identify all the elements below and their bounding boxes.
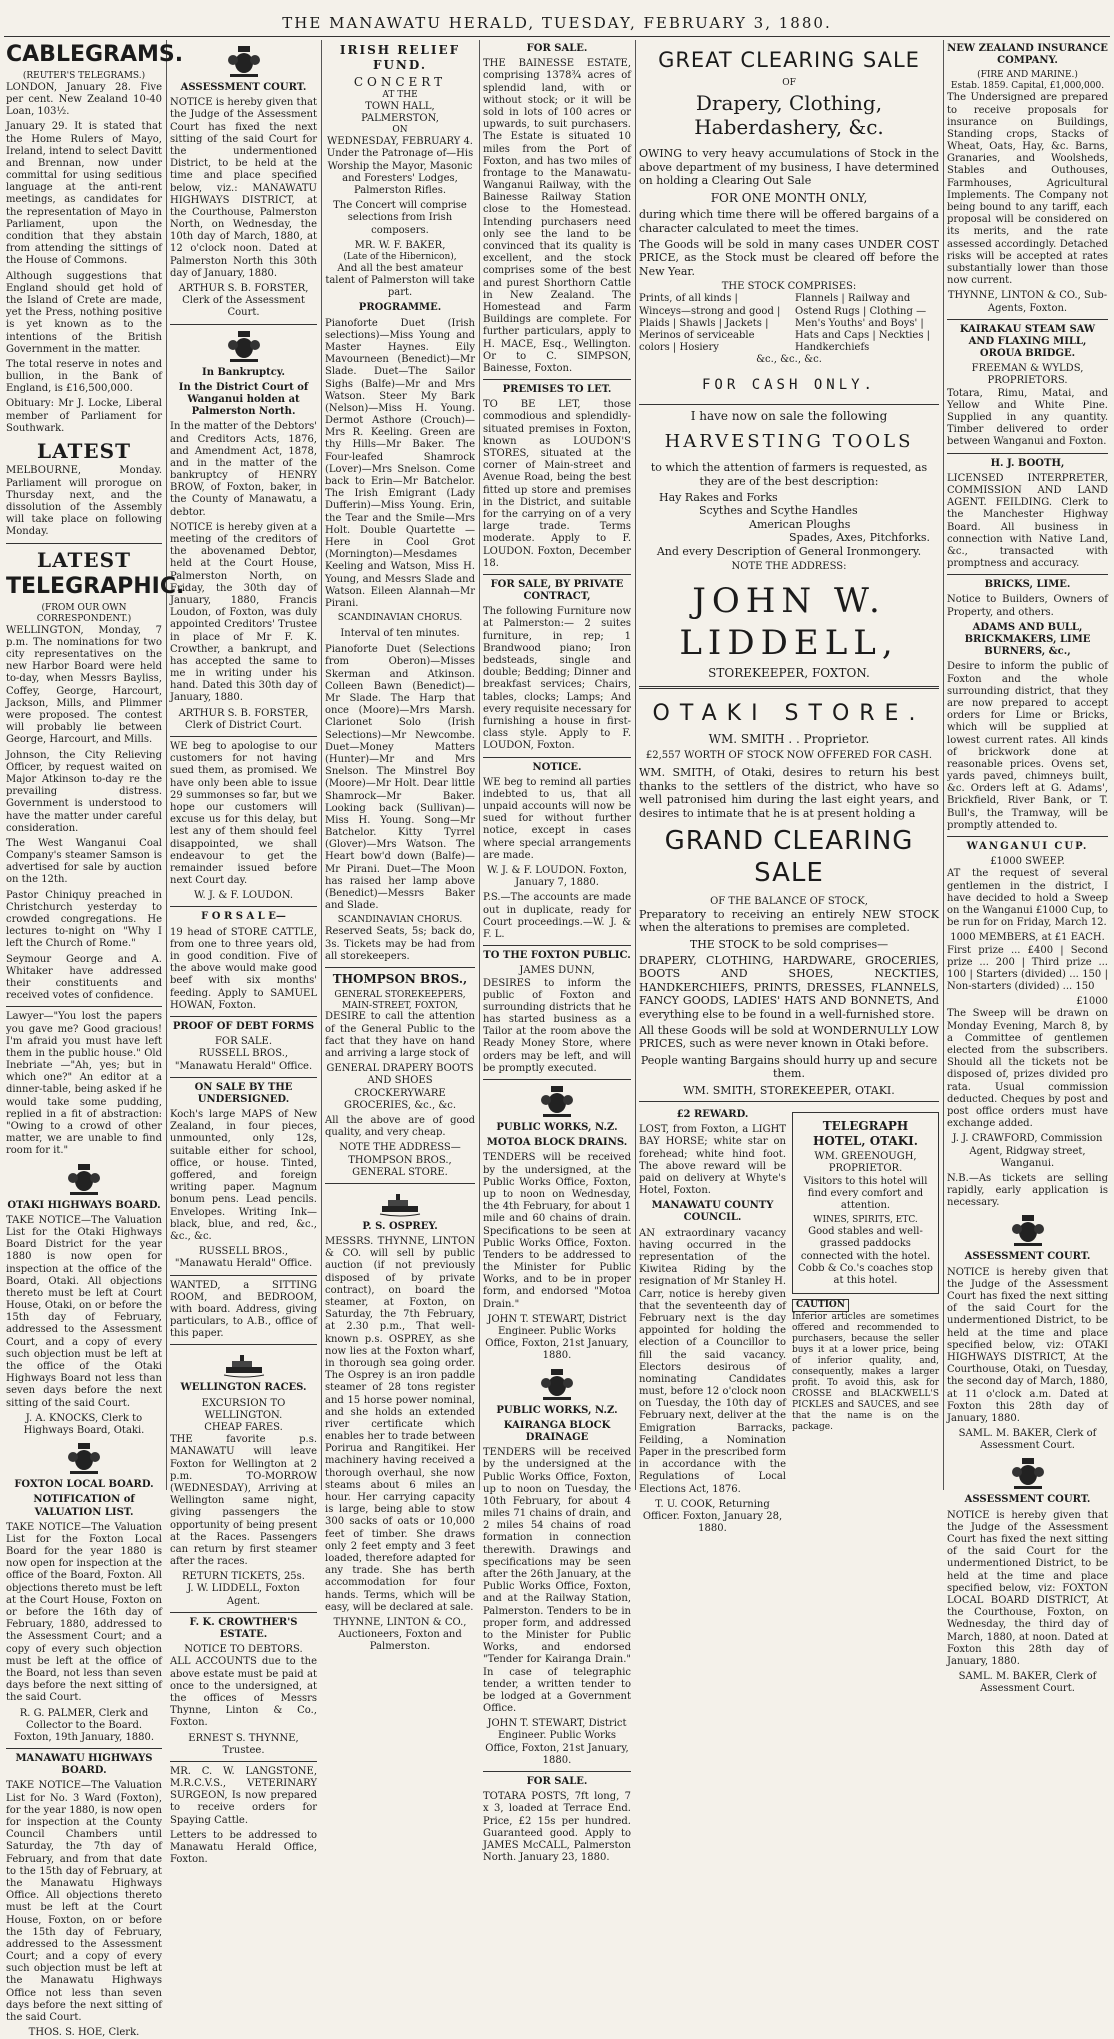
royal-crest-icon bbox=[224, 44, 264, 78]
notice-paragraph: The Sweep will be drawn on Monday Evening, March 8, by a Committee of gentlemen elected from the subscribers. Should all the tickets not be disposed of, prizes divided pro rata. Usual commission deducted. Cheques by post and post office orders must have exchange added. bbox=[947, 1008, 1108, 1130]
steamer-icon bbox=[378, 1188, 422, 1218]
grand-clearing-sale-heading: GRAND CLEARING SALE bbox=[664, 826, 914, 888]
assessment-court-heading: ASSESSMENT COURT. bbox=[964, 1494, 1091, 1506]
royal-crest-icon bbox=[537, 1084, 577, 1118]
sale-signature: WM. SMITH, STOREKEEPER, OTAKI. bbox=[683, 1083, 895, 1097]
manawatu-highways-heading: MANAWATU HIGHWAYS BOARD. bbox=[15, 1753, 153, 1777]
notice-paragraph: TAKE NOTICE—The Valuation List for No. 3 Ward (Foxton), for the year 1880, is now open for inspection at the County Council Chambers until Saturday, the 7th day of February, and from that date to the 15th day of February, at the Manawatu Highways Office. All objections thereto must be left at the Court House, Foxton, on or before the 15th day of February, addressed to the Assessment Court; and a copy of every such objection must be left at the Manawatu Highways Office not less than seven days before the next sitting of the said Court. bbox=[6, 1780, 162, 2024]
notice-paragraph: Letters to be addressed to Manawatu Herald Office, Foxton. bbox=[170, 1829, 317, 1866]
article-paragraph: The West Wanganui Coal Company's steamer Samson is advertised for sale by auction on the 12th. bbox=[6, 837, 162, 886]
balance-label: OF THE BALANCE OF STOCK, bbox=[710, 895, 868, 907]
concert-paragraph: The Concert will comprise selections from Irish composers. bbox=[333, 200, 467, 236]
notice-paragraph: The Undersigned are prepared to receive proposals for insurance on Buildings, Standing crops, Stacks of Wheat, Oats, Hay, &c. Barns, Granaries, and Woolsheds, Stables and Outhouses, Farmhouses, Agricultural Implements. The Company not being bound to any tariff, each proposal will be considered on its merits, and the rate assessed accordingly. Detached risks will be accepted at rates substantially lower than those now current. bbox=[947, 92, 1108, 287]
divider bbox=[483, 1079, 631, 1080]
column-2 bbox=[166, 40, 321, 1866]
stock-heading: THE STOCK COMPRISES: bbox=[721, 281, 857, 293]
sale-paragraph: THE STOCK to be sold comprises— bbox=[689, 937, 889, 951]
column-3 bbox=[321, 40, 479, 1653]
sale-paragraph: WM. SMITH, of Otaki, desires to return his best thanks to the settlers of the district, who have so well patronised him during the last eight years, and desires to intimate that he is at present holding a bbox=[639, 766, 939, 820]
reward-paragraph: LOST, from Foxton, a LIGHT BAY HORSE; white star on forehead; white hind foot. The above reward will be paid on delivery at Whyte's Hotel, Foxton. bbox=[639, 1124, 786, 1197]
divider bbox=[170, 906, 317, 907]
assessment-court-heading: ASSESSMENT COURT. bbox=[964, 1251, 1091, 1263]
performer-note: (Late of the Hibernicon), bbox=[343, 251, 457, 262]
notice-paragraph: NOTICE is hereby given that the Judge of the Assessment Court has fixed the next sitting of the said Court for the undermentioned District, to be held at the time and place specified below, viz.: MANAWATU HIGHWAYS DISTRICT, at the Courthouse, Palmerston North, on Wednesday, the 10th day of March, 1880, at 12 o'clock noon. Dated at Palmerston North this 30th day of January, 1880. bbox=[170, 97, 317, 279]
chorus-label: SCANDINAVIAN CHORUS. bbox=[337, 915, 463, 926]
booth-heading: H. J. BOOTH, bbox=[990, 457, 1065, 469]
divider bbox=[170, 1077, 317, 1078]
notice-signature: SAML. M. BAKER, Clerk of Assessment Court. bbox=[958, 1671, 1097, 1695]
notice-paragraph: TOTARA POSTS, 7ft long, 7 x 3, loaded at Terrace End. Price, £2 15s per hundred. Guaranteed good. Apply to JAMES McCALL, Palmerston North. January 23, 1880. bbox=[483, 1791, 631, 1864]
latest-heading: LATEST bbox=[37, 547, 131, 572]
cablegrams-heading: CABLEGRAMS. bbox=[6, 42, 184, 67]
kairanga-subheading: KAIRANGA BLOCK DRAINAGE bbox=[503, 1419, 611, 1443]
valuation-subheading: NOTIFICATION of VALUATION LIST. bbox=[33, 1494, 135, 1518]
notice-paragraph: Koch's large MAPS of New Zealand, in four pieces, unmounted, only 12s, suitable either for school, office, or house. Tinted, goffered, and foreign writing paper. Magnum bonum pens. Lead pencils. Envelopes. Writing Ink—black, blue, and red, &c., &c., &c. bbox=[170, 1109, 317, 1242]
notice-paragraph: Notice to Builders, Owners of Property, and others. bbox=[947, 594, 1108, 618]
hotel-heading: TELEGRAPH HOTEL, OTAKI. bbox=[813, 1118, 918, 1148]
divider bbox=[170, 1275, 317, 1276]
column-6 bbox=[943, 40, 1112, 1695]
storekeeper-label: STOREKEEPER, FOXTON. bbox=[708, 666, 870, 681]
notice-signature: THYNNE, LINTON & CO., Sub-Agents, Foxton. bbox=[947, 290, 1108, 314]
sale-paragraph: The Goods will be sold in many cases UNDER COST PRICE, as the Stock must be cleared off before the New Year. bbox=[639, 238, 939, 278]
hotel-paragraph: Visitors to this hotel will find every comfort and attention. bbox=[803, 1175, 928, 1211]
divider bbox=[170, 1016, 317, 1017]
royal-crest-icon bbox=[64, 1162, 104, 1196]
sale-paragraph: OWING to very heavy accumulations of Stock in the above department of my business, I have determined on holding a Clearing Out Sale bbox=[639, 147, 939, 188]
notice-paragraph: NOTICE is hereby given at a meeting of the creditors of the abovenamed Debtor, held at the Court House, Palmerston North, on Friday, the 30th day of January, 1880, Francis Loudon, of Foxton, was duly appointed Creditors' Trustee in place of Mr F. K. Crowther, a bankrupt, and has accepted the same to me in writing under his hand. Dated this 30th day of January, 1880. bbox=[170, 521, 317, 704]
bricks-heading: BRICKS, LIME. bbox=[984, 579, 1071, 591]
bottom-left-ads bbox=[639, 1106, 786, 1538]
venue-label: TOWN HALL, PALMERSTON, bbox=[361, 100, 439, 125]
notice-signature: ERNEST S. THYNNE, Trustee. bbox=[188, 1732, 299, 1756]
divider bbox=[6, 1006, 162, 1007]
established-label: Estab. 1859. Capital, £1,000,000. bbox=[950, 81, 1105, 92]
one-month-label: FOR ONE MONTH ONLY, bbox=[710, 190, 868, 205]
for-sale-heading: F O R S A L E— bbox=[201, 911, 286, 923]
masthead-rule bbox=[4, 36, 1110, 37]
correspondent-credit: (FROM OUR OWN CORRESPONDENT.) bbox=[36, 602, 132, 624]
column-4 bbox=[479, 40, 635, 1864]
adams-bull-heading: ADAMS AND BULL, BRICKMAKERS, LIME BURNERS, &c., bbox=[964, 621, 1091, 658]
notice-paragraph: Desire to inform the public of Foxton and the whole surrounding district, that they are now prepared to accept orders for Lime or Bricks, which will be supplied at lowest current rates. All kinds of brickwork done at reasonable prices. Ovens set, yards paved, chimneys built, &c. Orders left at G. Adams', Brickfield, River Bank, or T. Bull's, the Tramway, will be promptly attended to. bbox=[947, 661, 1108, 831]
notice-paragraph: Totara, Rimu, Matai, and Yellow and White Pine. Supplied in any quantity. Timber delivered to order between Wanganui and Foxton. bbox=[947, 387, 1108, 448]
notice-paragraph: 19 head of STORE CATTLE, from one to three years old, in good condition. Five of the above would make good beef with six months' feeding. Apply to SAMUEL HOWAN, Foxton. bbox=[170, 926, 317, 1011]
for-sale-heading: FOR SALE. bbox=[526, 1776, 588, 1787]
sale-paragraph: And every Description of General Ironmongery. bbox=[656, 544, 922, 558]
hotel-ad bbox=[792, 1112, 939, 1294]
etc-label: &c., &c., &c. bbox=[756, 354, 822, 366]
interval-label: Interval of ten minutes. bbox=[340, 628, 460, 640]
foxton-public-heading: TO THE FOXTON PUBLIC. bbox=[483, 950, 631, 962]
notice-signature: J. J. CRAWFORD, Commission Agent, Ridgway street, Wanganui. bbox=[952, 1133, 1103, 1169]
premises-heading: PREMISES TO LET. bbox=[502, 384, 612, 396]
notice-paragraph: NOTICE is hereby given that the Judge of the Assessment Court has fixed the next sitting of the said Court for the undermentioned District, to be held at the time and place specified below, viz: FOXTON LOCAL BOARD DISTRICT, At the Courthouse, Foxton, on Wednesday, the third day of March, 1880, at noon. Dated at Foxton this 28th day of January, 1880. bbox=[947, 1509, 1108, 1667]
on-label: ON bbox=[392, 125, 408, 136]
notice-paragraph: In the matter of the Debtors' and Creditors Acts, 1876, and Amendment Act, 1878, and in the matter of the bankruptcy of HENRY BROW, of Foxton, baker, in the County of Manawatu, a debtor. bbox=[170, 421, 317, 518]
excursion-subheading: EXCURSION TO WELLINGTON. bbox=[201, 1397, 286, 1421]
great-clearing-sale-heading: GREAT CLEARING SALE bbox=[658, 48, 920, 72]
cash-only-heading: FOR CASH ONLY. bbox=[701, 376, 876, 393]
harvesting-tools-heading: HARVESTING TOOLS bbox=[664, 431, 914, 453]
proprietor-label: WM. SMITH . . Proprietor. bbox=[708, 731, 870, 746]
races-heading: WELLINGTON RACES. bbox=[180, 1382, 307, 1394]
concert-paragraph: Under the Patronage of—His Worship the Mayor, Masonic and Foresters' Lodges, Palmerston Rifles. bbox=[326, 148, 474, 196]
article-paragraph: Obituary: Mr J. Locke, Liberal member of Parliament for Southwark. bbox=[6, 398, 162, 434]
notice-signature: RUSSELL BROS., "Manawatu Herald" Office. bbox=[174, 1048, 313, 1072]
article-paragraph: January 29. It is stated that the Home Rulers of Mayo, Ireland, intend to select Davitt and Brennan, now under committal for using seditious language at the anti-rent meetings, as candidates for the representation of Mayo in Parliament, upon the condition that they abstain from attending the sittings of the House of Commons. bbox=[6, 121, 162, 267]
prize-list: First prize ... £400 | Second prize ... 200 | Third prize ... 100 | Starters (divided) ... 150 | Non-starters (divided) ... 150 bbox=[947, 944, 1108, 993]
stock-list-left: Prints, of all kinds | Winceys—strong and good | Plaids | Shawls | Jackets | Merinos of serviceable colors | Hosiery bbox=[639, 293, 781, 354]
article-paragraph: LONDON, January 28. Five per cent. New Zealand 10-40 Loan, 103½. bbox=[6, 81, 162, 118]
notice-heading: NOTICE. bbox=[532, 761, 582, 773]
bankruptcy-heading: In Bankruptcy. bbox=[202, 366, 285, 378]
notice-paragraph: MESSRS. THYNNE, LINTON & CO. will sell by public auction (if not previously disposed of by private contract), on board the steamer, at Foxton, on Saturday, the 7th February, at 2.30 p.m., That well-known p.s. OSPREY, as she now lies at the Foxton wharf, in thorough sea going order. The Osprey is an iron paddle steamer of 28 tons register and 15 horse power nominal, and she holds an extended river certificate which enables her to trade between Porirua and Rangitikei. Her machinery having received a thorough overhaul, she now steams about 6 miles an hour. Her carrying capacity is large, being able to stow 300 sacks of oats or 10,000 feet of timber. She draws only 2 feet empty and 3 feet loaded, therefore adapted for any trade. She has berth accommodation for four hands. Terms, which will be easy, will be declared at sale. bbox=[325, 1236, 475, 1613]
notice-paragraph: TENDERS will be received by the undersigned at the Public Works Office, Foxton, up to noon on Tuesday, the 10th February, for about 4 miles 71 chains of drain, and 2 miles 54 chains of road formation in connection therewith. Drawings and specifications may be seen after the 26th January, at the Public Works Office, Foxton, and at the Railway Station, Palmerston. Tenders to be in proper form, and addressed to the Minister for Public Works, and endorsed "Tender for Kairanga Drain." In case of telegraphic tender, a written tender to be lodged at a Government Office. bbox=[483, 1447, 631, 1715]
proof-of-debt-heading: PROOF OF DEBT FORMS bbox=[172, 1020, 315, 1032]
sale-paragraph: All these Goods will be sold at WONDERNULLY LOW PRICES, such as were never known in Otaki before. bbox=[639, 1023, 939, 1051]
county-paragraph: AN extraordinary vacancy having occurred in the representation of the Kiwitea Riding by the resignation of Mr Stanley H. Carr, notice is hereby given that the seventeenth day of February next is the day appointed for holding the election of a Councillor to fill the said vacancy. Electors desirous of nominating Candidates must, before 12 o'clock noon on Tuesday, the 10th day of February next, deliver at the Emigration Barracks, Feilding, a Nomination Paper in the prescribed form in accordance with the Regulations of Local Elections Act, 1876. bbox=[639, 1227, 786, 1495]
divider bbox=[947, 836, 1108, 837]
royal-crest-icon bbox=[1008, 1213, 1048, 1247]
notice-paragraph: THE favorite p.s. MANAWATU will leave Foxton for Wellington at 2 p.m. TO-MORROW (WEDNESDAY), Arriving at Wellington same night, giving passengers the opportunity of being present at the Races. Passengers can return by first steamer after the races. bbox=[170, 1434, 317, 1568]
article-paragraph: Although suggestions that England should get hold of the Island of Crete are made, yet the Press, nothing positive is yet known as to the intentions of the British Government in the matter. bbox=[6, 270, 162, 355]
latest-heading: LATEST bbox=[37, 439, 131, 464]
notice-signature: THYNNE, LINTON & CO., Auctioneers, Foxton and Palmerston. bbox=[333, 1616, 467, 1653]
divider bbox=[483, 757, 631, 758]
liddell-heading: JOHN W. LIDDELL, bbox=[679, 581, 899, 663]
sale-paragraph: during which time there will be offered bargains of a character calculated to meet the times. bbox=[639, 208, 939, 235]
notice-signature: W. J. & F. LOUDON. Foxton, January 7, 1880. bbox=[487, 865, 627, 889]
royal-crest-icon bbox=[64, 1441, 104, 1475]
sale-paragraph: to which the attention of farmers is requested, as they are of the best description: bbox=[650, 461, 928, 488]
notice-paragraph: TAKE NOTICE—The Valuation List for the Otaki Highways Board District for the year 1880 is now open for inspection at the office of the Board, Otaki. All objections thereto must be left at Court House, Otaki, on or before the 15th day of February, addressed to the Assessment Court, and a copy of every such objection must be left at the office of the Otaki Highways Board not less than seven days before the next sitting of the said Court. bbox=[6, 1214, 162, 1409]
district-court-heading: In the District Court of Wanganui holden at Palmerston North. bbox=[178, 381, 309, 418]
fire-marine-label: (FIRE AND MARINE.) bbox=[977, 70, 1078, 81]
divider bbox=[325, 1183, 475, 1184]
stock-list bbox=[639, 293, 939, 354]
royal-crest-icon bbox=[224, 329, 264, 363]
notice-paragraph: LICENSED INTERPRETER, COMMISSION AND LAND AGENT. FEILDING. Clerk to the Manchester Highway Board. All business in connection with Native Land, &c., transacted with promptness and accuracy. bbox=[947, 472, 1108, 570]
notice-signature: THOS. S. HOE, Clerk. bbox=[28, 2027, 140, 2039]
divider bbox=[170, 1761, 317, 1762]
seats-paragraph: Reserved Seats, 5s; back do, 3s. Tickets may be had from all storekeepers. bbox=[325, 926, 475, 962]
notice-signature: ARTHUR S. B. FORSTER, Clerk of the Assessment Court. bbox=[178, 283, 309, 319]
notice-paragraph: N.B.—As tickets are selling rapidly, early application is necessary. bbox=[947, 1172, 1108, 1209]
divider bbox=[6, 543, 162, 544]
stock-list-right: Flannels | Railway and Ostend Rugs | Clothing — Men's Youths' and Boys' | Hats and Caps | Neckties | Handkerchiefs bbox=[795, 293, 931, 354]
notice-paragraph: WANTED, a SITTING ROOM, and BEDROOM, with board. Address, giving particulars, to A.B., office of this paper. bbox=[170, 1279, 317, 1340]
county-signature: T. U. COOK, Returning Officer. Foxton, January 28, 1880. bbox=[642, 1498, 783, 1535]
divider bbox=[483, 945, 631, 946]
tools-item: Scythes and Scythe Handles bbox=[699, 504, 858, 518]
foxton-local-board-heading: FOXTON LOCAL BOARD. bbox=[14, 1479, 154, 1491]
notice-paragraph: DESIRES to inform the public of Foxton and surrounding districts that he has started business as a Tailor at the room above the Ready Money Store, where orders may be left, and will be promptly executed. bbox=[483, 977, 631, 1074]
divider bbox=[947, 319, 1108, 320]
programme-part-2: Pianoforte Duet (Selections from Oberon)—Misses Skerman and Atkinson. Colleen Bawn (Benedict)—Mr Slade. The Harp that once (Moore)—Mrs Marsh. Clarionet Solo (Irish Selections)—Mr Newcombe. Duet—Money Matters (Hunter)—Mr and Mrs Snelson. The Minstrel Boy (Moore)—Mr Holt. Dear little Shamrock—Mr Baker. Looking back (Sullivan)—Miss H. Young. Song—Mr Batchelor. Kitty Tyrrel (Glover)—Mrs Watson. The Heart bow'd down (Balfe)—Mr Pirani. Duet—The Moon has raised her lamp above (Benedict)—Messrs Baker and Slade. bbox=[325, 644, 475, 912]
notice-paragraph: ALL ACCOUNTS due to the above estate must be paid at once to the undersigned, at the offices of Messrs Thynne, Linton & Co., Foxton. bbox=[170, 1656, 317, 1729]
notice-to-debtors-label: NOTICE TO DEBTORS. bbox=[184, 1644, 303, 1656]
osprey-heading: P. S. OSPREY. bbox=[362, 1220, 438, 1232]
notice-signature: J. W. LIDDELL, Foxton Agent. bbox=[187, 1583, 300, 1607]
divider bbox=[639, 1101, 939, 1102]
notice-signature: J. A. KNOCKS, Clerk to Highways Board, Otaki. bbox=[23, 1412, 145, 1436]
divider bbox=[325, 967, 475, 968]
on-sale-heading: ON SALE BY THE UNDERSIGNED. bbox=[194, 1081, 293, 1105]
nz-insurance-heading: NEW ZEALAND INSURANCE COMPANY. bbox=[947, 43, 1108, 67]
masthead: THE MANAWATU HERALD, TUESDAY, FEBRUARY 3, 1880. bbox=[282, 14, 832, 32]
programme-heading: PROGRAMME. bbox=[358, 302, 442, 314]
article-paragraph: Johnson, the City Relieving Officer, by request waited on Major Atkinson to-day re the prevailing distress. Government is understood to have the matter under careful consideration. bbox=[6, 749, 162, 834]
notice-paragraph: THE BAINESSE ESTATE, comprising 1378¾ acres of splendid land, with or without stock; or it will be sold in lots of 100 acres or upwards, to suit purchasers. The Estate is situated 10 miles from the Port of Foxton, and has two miles of frontage to the Manawatu-Wanganui Railway, with the Bainesse Railway Station close to the Homestead. Intending purchasers need only see the land to be convinced that its quality is excellent, and the stock comprises some of the best and purest Shorthorn Cattle in New Zealand. The Homestead and Farm Buildings are complete. For further particulars, apply to H. MACE, Esq., Wellington. Or to C. SIMPSON, Bainesse, Foxton. bbox=[483, 58, 631, 374]
article-paragraph: The total reserve in notes and bullion, in the Bank of England, is £16,500,000. bbox=[6, 358, 162, 395]
notice-paragraph: TO BE LET, those commodious and splendidly-situated premises in Foxton, known as LOUDON'S STORES, situated at the corner of Main-street and Avenue Road, being the best fitted up store and premises in the District, and suitable for the carrying on of a very large trade. Terms moderate. Apply to F. LOUDON. Foxton, December 18. bbox=[483, 399, 631, 569]
concert-heading: CONCERT bbox=[353, 75, 447, 90]
sweep-label: £1000 SWEEP. bbox=[990, 856, 1065, 868]
public-works-heading: PUBLIC WORKS, N.Z. bbox=[496, 1122, 618, 1133]
concert-date: WEDNESDAY, FEBRUARY 4. bbox=[326, 136, 473, 148]
notice-paragraph: AT the request of several gentlemen in the district, I have decided to hold a Sweep on the Wanganui £1000 Cup, to be run for on Friday, March 12. bbox=[947, 868, 1108, 929]
notice-signature: SAML. M. BAKER, Clerk of Assessment Court. bbox=[958, 1428, 1097, 1452]
notice-signature: JOHN T. STEWART, District Engineer. Public Works Office, Foxton, 21st January, 1880. bbox=[485, 1313, 629, 1362]
article-paragraph: Seymour George and A. Whitaker have addressed their constituents and received votes of confidence. bbox=[6, 953, 162, 1002]
notice-paragraph: NOTICE is hereby given that the Judge of the Assessment Court has fixed the next sitting of the said Court for the undermentioned District, to be held at the time and place specified below, viz: OTAKI HIGHWAYS DISTRICT, At the Courthouse, Otaki, on Tuesday, the second day of March, 1880, at 11 o'clock a.m. Dated at Foxton this 28th day of January, 1880. bbox=[947, 1266, 1108, 1424]
tools-item: American Ploughs bbox=[749, 517, 851, 531]
irish-relief-heading: IRISH RELIEF FUND. bbox=[339, 43, 461, 72]
bottom-ads bbox=[639, 1106, 939, 1538]
at-the-label: AT THE bbox=[382, 89, 418, 100]
sale-paragraph: People wanting Bargains should hurry up and secure them. bbox=[640, 1053, 938, 1081]
notice-paragraph: MR. C. W. LANGSTONE, M.R.C.V.S., VETERINARY SURGEON, Is now prepared to receive orders for Spaying Cattle. bbox=[170, 1765, 317, 1826]
notice-paragraph: The following Furniture now at Palmerston:— 2 suites furniture, in rep; 1 Brandwood piano; Iron bedsteads, single and double; Bedding; Dinner and breakfast services; Chairs, tables, clocks; Lamps; And every requisite necessary for furnishing a house in first-class style. Apply to F. LOUDON, Foxton. bbox=[483, 606, 631, 752]
divider bbox=[947, 453, 1108, 454]
thompson-subheading: GENERAL STOREKEEPERS, MAIN-STREET, FOXTON, bbox=[334, 989, 466, 1011]
article-paragraph: WELLINGTON, Monday, 7 p.m. The nominations for two city representatives on the new Harbor Board were held to-day, when Messrs Bayliss, Coffey, George, Harcourt, Jackson, Mills, and Plimmer were proposed. The contest will probably lie between George, Harcourt, and Mills. bbox=[6, 624, 162, 746]
programme-part-1: Pianoforte Duet (Irish selections)—Miss Young and Master Haynes. Eily Mavourneen (Benedict)—Mr Slade. Duet—The Sailor Sighs (Balfe)—Mr and Mrs Watson. Steer My Bark (Nelson)—Miss H. Young. Dermot Asthore (Crouch)—Mrs R. Keeling. Green are thy Hills—Mr Baker. The Four-leafed Shamrock (Lover)—Mrs Snelson. Come back to Erin—Mr Batchelor. The Irish Emigrant (Lady Dufferin)—Miss Young. Erin, the Tear and the Smile—Mrs Holt. Double Quartette — Here in Cool Grot (Mornington)—Mesdames Keeling and Watson, Miss H. Young, and Messrs Slade and Watson. Eileen Alannah—Mr Pirani. bbox=[325, 317, 475, 609]
divider bbox=[483, 379, 631, 380]
divider bbox=[947, 574, 1108, 575]
wanganui-cup-heading: WANGANUI CUP. bbox=[966, 841, 1089, 852]
private-contract-heading: FOR SALE, BY PRIVATE CONTRACT, bbox=[490, 578, 624, 603]
note-address-label: NOTE THE ADDRESS: bbox=[731, 561, 847, 573]
assessment-court-heading: ASSESSMENT COURT. bbox=[180, 82, 307, 93]
for-sale-heading: FOR SALE. bbox=[526, 43, 588, 54]
members-label: 1000 MEMBERS, at £1 EACH. bbox=[950, 932, 1105, 944]
return-tickets-label: RETURN TICKETS, 25s. bbox=[182, 1571, 305, 1583]
motoa-drains-subheading: MOTOA BLOCK DRAINS. bbox=[486, 1137, 628, 1149]
performer-name: MR. W. F. BAKER, bbox=[354, 239, 446, 251]
article-paragraph: MELBOURNE, Monday. Parliament will prorogue on Thursday next, and the dissolution of the Assembly will take place on following Monday. bbox=[6, 465, 162, 538]
prize-total: £1000 bbox=[1076, 996, 1108, 1008]
notice-paragraph: WE beg to apologise to our customers for not having sued them, as promised. We have only been able to issue 29 summonses so far, but we hope our customers will excuse us for this delay, but lest any of them should feel disappointed, we shall endeavour to get the remainder issued before next Court day. bbox=[170, 741, 317, 887]
divider bbox=[639, 686, 939, 689]
notice-paragraph: TAKE NOTICE—The Valuation List for the Foxton Local Board for the year 1880 is now open for inspection at the office of the Board, Foxton. All objections thereto must be left at the Court House, Foxton on or before the 16th day of February, 1880, addressed to the Assessment Court; and a copy of every such objection must be left at the office of the Board, not less than seven days before the next sitting of the said Court. bbox=[6, 1521, 162, 1704]
hotel-paragraph: Good stables and well-grassed paddocks connected with the hotel. Cobb & Co.'s coaches stop at this hotel. bbox=[798, 1226, 933, 1286]
mill-owners: FREEMAN & WYLDS, PROPRIETORS. bbox=[971, 363, 1084, 387]
caution-label: CAUTION bbox=[792, 1299, 849, 1312]
column-1 bbox=[2, 40, 185, 2039]
divider bbox=[6, 1748, 162, 1749]
public-works-heading: PUBLIC WORKS, N.Z. bbox=[496, 1404, 618, 1416]
goods-list: GENERAL DRAPERY BOOTS AND SHOES CROCKERYWARE GROCERIES, &c., &c. bbox=[326, 1063, 474, 1111]
otaki-highways-heading: OTAKI HIGHWAYS BOARD. bbox=[7, 1199, 161, 1211]
stock-offered-label: £2,557 WORTH OF STOCK NOW OFFERED FOR CASH. bbox=[645, 750, 933, 762]
divider bbox=[170, 736, 317, 737]
of-label: OF bbox=[782, 77, 796, 88]
saw-mill-heading: KAIRAKAU STEAM SAW AND FLAXING MILL, OROUA BRIDGE. bbox=[959, 323, 1096, 360]
royal-crest-icon bbox=[537, 1367, 577, 1401]
article-paragraph: Lawyer—"You lost the papers you gave me? Good gracious! I'm afraid you must have left them in the public house." Old Inebriate —"Ah, yes; but in which one?" An editor at a dinner-table, being asked if he would take some pudding, replied in a fit of abstraction: "Owing to a crowd of other matter, we are unable to find room for it." bbox=[6, 1011, 162, 1157]
notice-signature: R. G. PALMER, Clerk and Collector to the Board. Foxton, 19th January, 1880. bbox=[13, 1707, 155, 1743]
divider bbox=[170, 324, 317, 325]
notice-paragraph: P.S.—The accounts are made out in duplicate, ready for Court proceedings.—W. J. & F. L. bbox=[483, 892, 631, 940]
tailor-name: JAMES DUNN, bbox=[519, 965, 595, 977]
column-5 bbox=[635, 40, 943, 1535]
hotel-wines: WINES, SPIRITS, ETC. bbox=[813, 1215, 918, 1226]
reward-heading: £2 REWARD. bbox=[676, 1108, 749, 1120]
on-sale-label: I have now on sale the following bbox=[690, 408, 888, 423]
notice-paragraph: All the above are of good quality, and very cheap. bbox=[325, 1114, 475, 1139]
caution-ad bbox=[792, 1299, 939, 1433]
steamer-icon bbox=[222, 1349, 266, 1379]
caution-paragraph: Inferior articles are sometimes offered and recommended to purchasers, because the seller buys it at a lower price, being of inferior quality, and, consequently, makes a larger profit. To avoid this, ask for CROSSE and BLACKWELL'S PICKLES and SAUCES, and see that the name is on the package. bbox=[792, 1312, 939, 1432]
article-paragraph: Pastor Chiniquy preached in Christchurch yesterday to crowded congregations. He lectures to-night on "Why I left the Church of Rome." bbox=[6, 889, 162, 950]
sale-paragraph: Preparatory to receiving an entirely NEW STOCK when the alterations to premises are completed. bbox=[639, 907, 939, 935]
divider bbox=[483, 574, 631, 575]
drapery-heading: Drapery, Clothing, Haberdashery, &c. bbox=[694, 90, 884, 139]
notice-paragraph: TENDERS will be received by the undersigned, at the Public Works Office, Foxton, up to noon on Wednesday, the 4th February, for about 1 mile and 60 chains of drain. Specifications to be seen at Public Works Office, Foxton. Tenders to be addressed to the Minister for Public Works, and to be in proper form, and endorsed "Motoa Drain." bbox=[483, 1152, 631, 1310]
otaki-store-heading: OTAKI STORE. bbox=[652, 700, 926, 726]
notice-paragraph: DESIRE to call the attention of the General Public to the fact that they have on hand and arriving a large stock of bbox=[325, 1011, 475, 1060]
notice-signature: RUSSELL BROS., "Manawatu Herald" Office. bbox=[174, 1246, 313, 1270]
crowther-estate-heading: F. K. CROWTHER'S ESTATE. bbox=[189, 1616, 298, 1640]
bottom-right-ads bbox=[792, 1106, 939, 1538]
royal-crest-icon bbox=[1008, 1456, 1048, 1490]
notice-signature: JOHN T. STEWART, District Engineer. Public Works Office, Foxton, 21st January, 1880. bbox=[485, 1718, 629, 1766]
divider bbox=[170, 1612, 317, 1613]
concert-paragraph: And all the best amateur talent of Palmerston will take part. bbox=[325, 262, 475, 299]
reuter-credit: (REUTER'S TELEGRAMS.) bbox=[22, 70, 146, 81]
address-note: NOTE THE ADDRESS—THOMPSON BROS., GENERAL STORE. bbox=[339, 1142, 461, 1178]
notice-paragraph: WE beg to remind all parties indebted to us, that all unpaid accounts will now be sued for without further notice, except in cases where special arrangements are made. bbox=[483, 776, 631, 861]
county-council-heading: MANAWATU COUNTY COUNCIL. bbox=[651, 1200, 774, 1224]
notice-signature: ARTHUR S. B. FORSTER, Clerk of District Court. bbox=[178, 707, 309, 731]
notice-signature: W. J. & F. LOUDON. bbox=[193, 890, 294, 902]
for-sale-label: FOR SALE. bbox=[214, 1036, 273, 1048]
thompson-heading: THOMPSON BROS., bbox=[332, 971, 468, 986]
tools-item: Spades, Axes, Pitchforks. bbox=[789, 531, 930, 545]
stock-items: DRAPERY, CLOTHING, HARDWARE, GROCERIES, BOOTS AND SHOES, NECKTIES, HANDKERCHIEFS, PRINTS, DRESSES, FLANNELS, FANCY GOODS, LADIES' HATS AND BONNETS, And everything else to be found in a well-furnished store. bbox=[639, 953, 939, 1021]
chorus-label: SCANDINAVIAN CHORUS. bbox=[337, 613, 463, 624]
divider bbox=[483, 1771, 631, 1772]
tools-item: Hay Rakes and Forks bbox=[659, 491, 778, 505]
cheap-fares-label: CHEAP FARES. bbox=[204, 1422, 283, 1433]
hotel-owner: WM. GREENOUGH, PROPRIETOR. bbox=[814, 1151, 917, 1175]
divider bbox=[639, 404, 939, 405]
telegraphic-heading: TELEGRAPHIC. bbox=[6, 573, 185, 599]
divider bbox=[170, 1344, 317, 1345]
